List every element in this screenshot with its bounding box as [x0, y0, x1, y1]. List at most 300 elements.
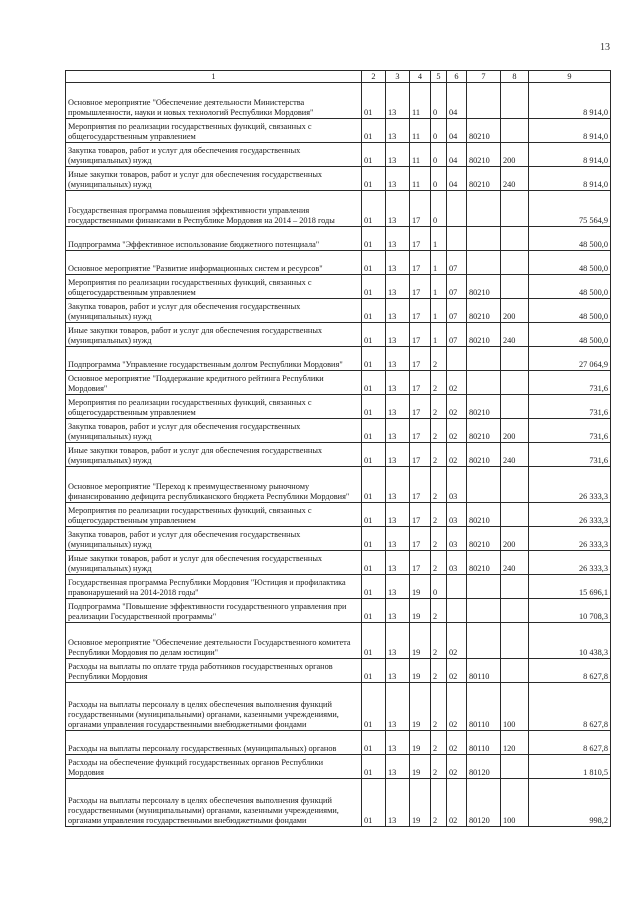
code-cell-c8 [501, 83, 529, 119]
code-cell-c4 [410, 251, 431, 275]
code-cell-c6 [447, 683, 467, 731]
row-name-cell [66, 443, 362, 467]
code-cell-c2 [362, 659, 386, 683]
code-cell-c2 [362, 683, 386, 731]
code-cell-c4 [410, 191, 431, 227]
code-value: 19 [412, 720, 421, 729]
code-cell-c6 [447, 527, 467, 551]
sum-value: 731,6 [589, 384, 608, 393]
table-row [66, 119, 611, 143]
code-value: 1 [433, 312, 438, 321]
code-cell-c4 [410, 503, 431, 527]
code-cell-c3 [386, 119, 410, 143]
code-cell-c8 [501, 371, 529, 395]
code-value: 13 [388, 612, 397, 621]
code-value: 01 [364, 588, 373, 597]
code-cell-c4 [410, 443, 431, 467]
sum-cell [529, 275, 611, 299]
code-value: 17 [412, 312, 421, 321]
code-value: 13 [388, 216, 397, 225]
row-name-cell [66, 527, 362, 551]
code-cell-c4 [410, 755, 431, 779]
code-cell-c3 [386, 299, 410, 323]
col-header: 6 [447, 71, 467, 83]
sum-value: 26 333,3 [578, 492, 608, 501]
row-name-cell [66, 779, 362, 827]
code-value: 04 [449, 156, 458, 165]
code-value: 80210 [469, 408, 490, 417]
code-cell-c7 [467, 251, 501, 275]
code-cell-c8 [501, 551, 529, 575]
code-value: 200 [503, 156, 516, 165]
sum-value: 8 914,0 [583, 108, 608, 117]
sum-value: 731,6 [589, 408, 608, 417]
row-name-cell [66, 347, 362, 371]
sum-cell [529, 371, 611, 395]
sum-cell [529, 467, 611, 503]
row-name-cell [66, 227, 362, 251]
sum-cell [529, 395, 611, 419]
row-name-cell [66, 167, 362, 191]
code-cell-c3 [386, 323, 410, 347]
code-value: 01 [364, 456, 373, 465]
code-value: 240 [503, 180, 516, 189]
code-value: 100 [503, 720, 516, 729]
code-cell-c8 [501, 731, 529, 755]
code-cell-c8 [501, 191, 529, 227]
code-value: 80210 [469, 180, 490, 189]
code-value: 01 [364, 648, 373, 657]
code-value: 0 [433, 588, 438, 597]
code-cell-c3 [386, 575, 410, 599]
row-name: Основное мероприятие "Обеспечение деятельности Государственного комитета Республики Мордовия по делам юстиции" [68, 638, 351, 657]
sum-cell [529, 143, 611, 167]
code-cell-c7 [467, 371, 501, 395]
code-cell-c8 [501, 419, 529, 443]
table-row [66, 551, 611, 575]
table-row [66, 275, 611, 299]
code-value: 80110 [469, 720, 490, 729]
code-cell-c2 [362, 371, 386, 395]
table-row [66, 731, 611, 755]
code-cell-c6 [447, 779, 467, 827]
row-name-cell [66, 551, 362, 575]
code-value: 17 [412, 288, 421, 297]
code-cell-c2 [362, 623, 386, 659]
code-value: 17 [412, 432, 421, 441]
code-cell-c3 [386, 191, 410, 227]
code-cell-c3 [386, 755, 410, 779]
code-value: 13 [388, 264, 397, 273]
code-cell-c6 [447, 575, 467, 599]
code-value: 80110 [469, 744, 490, 753]
row-name: Расходы на выплаты персоналу государственных (муниципальных) органов [68, 744, 337, 753]
row-name: Расходы на обеспечение функций государственных органов Республики Мордовия [68, 758, 324, 777]
code-cell-c6 [447, 251, 467, 275]
code-value: 2 [433, 768, 438, 777]
col-header: 4 [410, 71, 431, 83]
code-value: 80210 [469, 336, 490, 345]
sum-cell [529, 599, 611, 623]
code-cell-c5 [431, 623, 447, 659]
code-cell-c3 [386, 527, 410, 551]
sum-cell [529, 527, 611, 551]
code-value: 2 [433, 492, 438, 501]
code-value: 100 [503, 816, 516, 825]
code-value: 2 [433, 816, 438, 825]
code-value: 13 [388, 768, 397, 777]
code-value: 240 [503, 564, 516, 573]
code-cell-c2 [362, 755, 386, 779]
code-value: 02 [449, 408, 458, 417]
code-cell-c5 [431, 371, 447, 395]
row-name: Расходы на выплаты по оплате труда работников государственных органов Республики Мордовия [68, 662, 333, 681]
page-number: 13 [600, 42, 610, 53]
code-cell-c5 [431, 251, 447, 275]
code-value: 13 [388, 312, 397, 321]
code-cell-c5 [431, 323, 447, 347]
code-cell-c7 [467, 143, 501, 167]
code-value: 80210 [469, 432, 490, 441]
code-cell-c5 [431, 167, 447, 191]
sum-value: 731,6 [589, 432, 608, 441]
code-value: 2 [433, 432, 438, 441]
table-row [66, 251, 611, 275]
sum-value: 998,2 [589, 816, 608, 825]
code-value: 200 [503, 312, 516, 321]
code-value: 2 [433, 648, 438, 657]
code-cell-c8 [501, 623, 529, 659]
code-cell-c2 [362, 347, 386, 371]
row-name: Подпрограмма "Управление государственным долгом Республики Мордовия" [68, 360, 343, 369]
row-name: Закупка товаров, работ и услуг для обеспечения государственных (муниципальных) нужд [68, 422, 301, 441]
code-cell-c8 [501, 575, 529, 599]
code-value: 01 [364, 744, 373, 753]
code-value: 13 [388, 492, 397, 501]
code-value: 07 [449, 312, 458, 321]
row-name: Закупка товаров, работ и услуг для обеспечения государственных (муниципальных) нужд [68, 302, 301, 321]
code-cell-c4 [410, 167, 431, 191]
code-value: 13 [388, 132, 397, 141]
row-name-cell [66, 371, 362, 395]
code-cell-c4 [410, 683, 431, 731]
table-row [66, 191, 611, 227]
code-cell-c7 [467, 779, 501, 827]
row-name: Основное мероприятие "Обеспечение деятельности Министерства промышленности, науки и новых технологий Республики Мордовия" [68, 98, 314, 117]
code-value: 80210 [469, 456, 490, 465]
code-value: 01 [364, 240, 373, 249]
code-cell-c8 [501, 779, 529, 827]
row-name-cell [66, 659, 362, 683]
table-row [66, 419, 611, 443]
code-cell-c5 [431, 527, 447, 551]
code-cell-c7 [467, 683, 501, 731]
sum-value: 8 627,8 [583, 672, 608, 681]
code-value: 19 [412, 612, 421, 621]
code-cell-c5 [431, 503, 447, 527]
row-name-cell [66, 575, 362, 599]
code-cell-c2 [362, 275, 386, 299]
code-cell-c6 [447, 395, 467, 419]
code-value: 2 [433, 384, 438, 393]
table-body [66, 83, 611, 827]
code-value: 01 [364, 540, 373, 549]
code-cell-c4 [410, 527, 431, 551]
code-cell-c4 [410, 731, 431, 755]
code-value: 17 [412, 564, 421, 573]
code-value: 01 [364, 312, 373, 321]
code-cell-c3 [386, 731, 410, 755]
table-row [66, 395, 611, 419]
sum-cell [529, 167, 611, 191]
code-cell-c2 [362, 599, 386, 623]
code-value: 13 [388, 288, 397, 297]
code-value: 11 [412, 132, 420, 141]
code-cell-c8 [501, 167, 529, 191]
row-name: Подпрограмма "Эффективное использование бюджетного потенциала" [68, 240, 320, 249]
row-name-cell [66, 83, 362, 119]
row-name-cell [66, 467, 362, 503]
row-name: Государственная программа Республики Мордовия "Юстиция и профилактика правонарушений на 2014-2018 годы" [68, 578, 346, 597]
code-value: 01 [364, 492, 373, 501]
sum-cell [529, 623, 611, 659]
code-cell-c7 [467, 527, 501, 551]
code-value: 80120 [469, 816, 490, 825]
col-header: 5 [431, 71, 447, 83]
code-cell-c6 [447, 83, 467, 119]
row-name: Мероприятия по реализации государственных функций, связанных с общегосударственным управлением [68, 506, 312, 525]
sum-cell [529, 731, 611, 755]
code-value: 11 [412, 180, 420, 189]
code-cell-c2 [362, 251, 386, 275]
table-row [66, 299, 611, 323]
code-value: 80210 [469, 288, 490, 297]
code-cell-c7 [467, 227, 501, 251]
sum-cell [529, 119, 611, 143]
code-cell-c7 [467, 443, 501, 467]
code-value: 03 [449, 540, 458, 549]
code-cell-c7 [467, 503, 501, 527]
code-cell-c6 [447, 119, 467, 143]
code-value: 01 [364, 336, 373, 345]
code-value: 01 [364, 720, 373, 729]
code-cell-c7 [467, 599, 501, 623]
col-header: 1 [66, 71, 362, 83]
code-cell-c5 [431, 683, 447, 731]
row-name-cell [66, 119, 362, 143]
code-cell-c8 [501, 467, 529, 503]
code-cell-c8 [501, 395, 529, 419]
code-value: 200 [503, 432, 516, 441]
code-value: 13 [388, 336, 397, 345]
code-cell-c4 [410, 275, 431, 299]
code-value: 0 [433, 132, 438, 141]
code-value: 19 [412, 744, 421, 753]
code-value: 13 [388, 180, 397, 189]
sum-value: 1 810,5 [583, 768, 608, 777]
code-cell-c2 [362, 299, 386, 323]
code-value: 0 [433, 216, 438, 225]
code-cell-c3 [386, 659, 410, 683]
table-row [66, 83, 611, 119]
code-cell-c2 [362, 503, 386, 527]
code-cell-c8 [501, 659, 529, 683]
code-value: 13 [388, 240, 397, 249]
row-name: Расходы на выплаты персоналу в целях обеспечения выполнения функций государственными (муниципальными) органами, казенными учреждениями, органами управления государственными внебюджетными фондами [68, 796, 339, 825]
code-cell-c8 [501, 527, 529, 551]
code-value: 13 [388, 672, 397, 681]
code-value: 17 [412, 456, 421, 465]
code-cell-c7 [467, 167, 501, 191]
table-row [66, 503, 611, 527]
code-value: 01 [364, 132, 373, 141]
table-row [66, 143, 611, 167]
code-value: 02 [449, 672, 458, 681]
sum-cell [529, 755, 611, 779]
row-name: Закупка товаров, работ и услуг для обеспечения государственных (муниципальных) нужд [68, 146, 301, 165]
sum-value: 26 333,3 [578, 564, 608, 573]
code-cell-c3 [386, 227, 410, 251]
code-value: 19 [412, 672, 421, 681]
code-cell-c2 [362, 551, 386, 575]
code-value: 1 [433, 264, 438, 273]
code-cell-c4 [410, 467, 431, 503]
code-cell-c6 [447, 731, 467, 755]
code-cell-c7 [467, 419, 501, 443]
code-value: 0 [433, 180, 438, 189]
code-cell-c5 [431, 191, 447, 227]
sum-value: 48 500,0 [578, 336, 608, 345]
code-value: 02 [449, 648, 458, 657]
code-cell-c7 [467, 551, 501, 575]
code-cell-c5 [431, 599, 447, 623]
code-cell-c8 [501, 755, 529, 779]
sum-value: 27 064,9 [578, 360, 608, 369]
sum-value: 731,6 [589, 456, 608, 465]
code-value: 17 [412, 264, 421, 273]
code-value: 2 [433, 456, 438, 465]
code-value: 01 [364, 180, 373, 189]
code-value: 1 [433, 240, 438, 249]
code-value: 2 [433, 720, 438, 729]
row-name-cell [66, 683, 362, 731]
sum-cell [529, 503, 611, 527]
code-value: 02 [449, 456, 458, 465]
code-value: 02 [449, 744, 458, 753]
code-value: 2 [433, 408, 438, 417]
code-cell-c5 [431, 83, 447, 119]
code-value: 17 [412, 384, 421, 393]
code-cell-c4 [410, 623, 431, 659]
table-row [66, 347, 611, 371]
sum-cell [529, 323, 611, 347]
code-cell-c8 [501, 503, 529, 527]
code-cell-c6 [447, 191, 467, 227]
code-cell-c3 [386, 83, 410, 119]
code-cell-c8 [501, 251, 529, 275]
code-value: 02 [449, 816, 458, 825]
code-value: 19 [412, 768, 421, 777]
code-value: 80110 [469, 672, 490, 681]
sum-cell [529, 251, 611, 275]
code-value: 03 [449, 492, 458, 501]
sum-cell [529, 551, 611, 575]
code-cell-c6 [447, 623, 467, 659]
code-value: 01 [364, 408, 373, 417]
code-value: 1 [433, 336, 438, 345]
row-name: Иные закупки товаров, работ и услуг для обеспечения государственных (муниципальных) нужд [68, 554, 323, 573]
table-row [66, 683, 611, 731]
code-value: 80210 [469, 132, 490, 141]
table-row [66, 659, 611, 683]
code-cell-c3 [386, 683, 410, 731]
code-value: 11 [412, 108, 420, 117]
code-cell-c5 [431, 659, 447, 683]
code-cell-c2 [362, 443, 386, 467]
code-cell-c7 [467, 467, 501, 503]
code-value: 13 [388, 564, 397, 573]
code-cell-c2 [362, 83, 386, 119]
sum-value: 48 500,0 [578, 264, 608, 273]
table-row [66, 467, 611, 503]
code-cell-c8 [501, 347, 529, 371]
code-cell-c2 [362, 419, 386, 443]
code-value: 01 [364, 612, 373, 621]
code-cell-c4 [410, 419, 431, 443]
code-cell-c7 [467, 395, 501, 419]
code-cell-c2 [362, 731, 386, 755]
code-cell-c8 [501, 443, 529, 467]
code-value: 01 [364, 288, 373, 297]
code-cell-c5 [431, 347, 447, 371]
code-cell-c2 [362, 779, 386, 827]
code-cell-c5 [431, 419, 447, 443]
code-cell-c6 [447, 755, 467, 779]
code-value: 01 [364, 816, 373, 825]
code-value: 01 [364, 156, 373, 165]
code-cell-c6 [447, 347, 467, 371]
code-cell-c3 [386, 599, 410, 623]
code-value: 17 [412, 408, 421, 417]
row-name: Закупка товаров, работ и услуг для обеспечения государственных (муниципальных) нужд [68, 530, 301, 549]
sum-value: 10 438,3 [578, 648, 608, 657]
code-value: 17 [412, 216, 421, 225]
code-cell-c3 [386, 167, 410, 191]
row-name-cell [66, 599, 362, 623]
code-cell-c2 [362, 395, 386, 419]
code-value: 80210 [469, 516, 490, 525]
code-value: 07 [449, 336, 458, 345]
row-name-cell [66, 755, 362, 779]
sum-cell [529, 443, 611, 467]
table-row [66, 443, 611, 467]
code-value: 13 [388, 456, 397, 465]
code-value: 120 [503, 744, 516, 753]
code-value: 13 [388, 816, 397, 825]
code-cell-c4 [410, 575, 431, 599]
code-cell-c4 [410, 83, 431, 119]
code-value: 0 [433, 156, 438, 165]
table-row [66, 575, 611, 599]
row-name: Иные закупки товаров, работ и услуг для обеспечения государственных (муниципальных) нужд [68, 170, 323, 189]
code-cell-c6 [447, 143, 467, 167]
code-cell-c6 [447, 419, 467, 443]
code-cell-c4 [410, 395, 431, 419]
sum-cell [529, 683, 611, 731]
code-cell-c4 [410, 323, 431, 347]
code-value: 1 [433, 288, 438, 297]
code-cell-c5 [431, 143, 447, 167]
